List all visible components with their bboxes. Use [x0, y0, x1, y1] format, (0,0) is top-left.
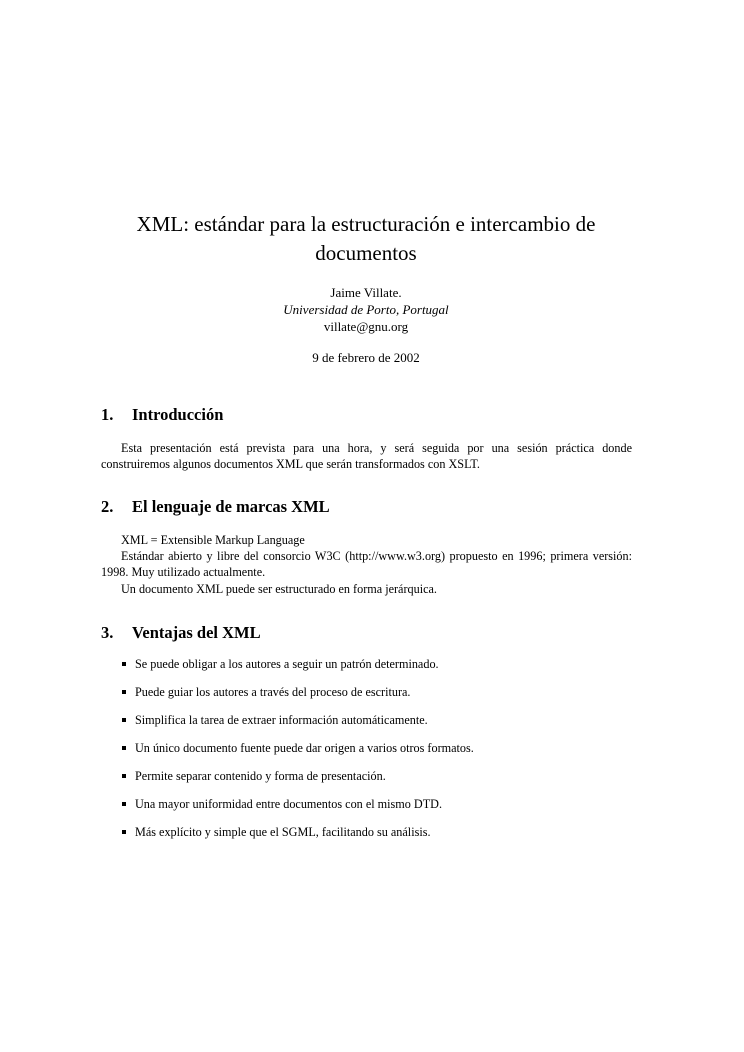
document-title: XML: estándar para la estructuración e intercambio de documentos — [136, 212, 596, 265]
list-item — [101, 796, 632, 824]
section-paragraph: Un documento XML puede ser estructurado en forma jerárquica. — [121, 582, 437, 596]
list-item — [101, 684, 632, 712]
list-item — [101, 712, 632, 740]
section-heading-ventajas-xml — [101, 623, 261, 643]
list-item-text: Permite separar contenido y forma de presentación. — [135, 769, 386, 783]
list-item-text: Se puede obligar a los autores a seguir un patrón determinado. — [135, 657, 439, 671]
list-item-text: Más explícito y simple que el SGML, facilitando su análisis. — [135, 825, 431, 839]
section-title: Introducción — [132, 405, 224, 424]
list-item-text: Puede guiar los autores a través del proceso de escritura. — [135, 685, 411, 699]
section-title: Ventajas del XML — [132, 623, 261, 642]
section-paragraph: Estándar abierto y libre del consorcio W3C (http://www.w3.org) propuesto en 1996; primera versión: 1998. Muy utilizado actualmente. — [101, 549, 632, 579]
list-item-text: Simplifica la tarea de extraer información automáticamente. — [135, 713, 428, 727]
advantages-list — [101, 656, 632, 852]
section-heading-lenguaje-xml — [101, 497, 330, 517]
section-title: El lenguaje de marcas XML — [132, 497, 330, 516]
section-paragraph: XML = Extensible Markup Language — [121, 533, 305, 547]
section-heading-introduccion — [101, 405, 223, 425]
list-item-text: Un único documento fuente puede dar origen a varios otros formatos. — [135, 741, 474, 755]
bullet-square-icon — [122, 662, 126, 666]
bullet-square-icon — [122, 830, 126, 834]
list-item — [101, 824, 632, 852]
list-item — [101, 768, 632, 796]
section-number: 2. — [101, 497, 114, 516]
bullet-square-icon — [122, 690, 126, 694]
author-affiliation: Universidad de Porto, Portugal — [283, 302, 449, 317]
author-name: Jaime Villate. — [330, 285, 402, 300]
document-date: 9 de febrero de 2002 — [312, 350, 420, 365]
section-paragraph: Esta presentación está prevista para una hora, y será seguida por una sesión práctica donde construiremos algunos documentos XML que serán transformados con XSLT. — [101, 441, 632, 471]
list-item-text: Una mayor uniformidad entre documentos con el mismo DTD. — [135, 797, 442, 811]
bullet-square-icon — [122, 774, 126, 778]
section-number: 1. — [101, 405, 114, 424]
author-block — [100, 284, 632, 335]
author-email: villate@gnu.org — [323, 319, 409, 334]
bullet-square-icon — [122, 802, 126, 806]
list-item — [101, 656, 632, 684]
list-item — [101, 740, 632, 768]
bullet-square-icon — [122, 746, 126, 750]
section-number: 3. — [101, 623, 114, 642]
bullet-square-icon — [122, 718, 126, 722]
